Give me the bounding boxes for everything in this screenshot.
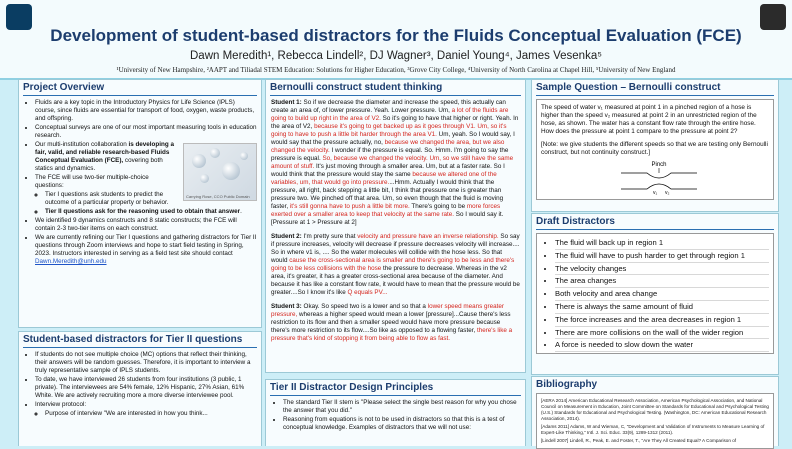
overview-bullet: • Conceptual surveys are one of our most important measuring tools in education research. [35, 124, 257, 140]
draft-heading: Draft Distractors [536, 216, 615, 227]
draft-distractors-panel [531, 213, 779, 375]
aapt-logo [760, 4, 786, 30]
distractor-item: • There is always the same amount of fluid [555, 302, 769, 314]
tier2-panel [18, 331, 262, 446]
tier2-subbullet: ◦ Purpose of interview "We are interested in how you think... [45, 410, 257, 418]
unh-logo [6, 4, 32, 30]
distractor-item: • The area changes [555, 276, 769, 288]
design-bullet: • Reasoning from equations is not to be used in distractors so that this is a test of conceptual knowledge. Examples of distractors that we will not use: [283, 416, 520, 432]
tier2-bullet: • To date, we have interviewed 26 students from four institutions (3 public, 1 private). The interviewees are 54% female, 12% Hispanic, 27% Asian, 61% White. We are actively recruiting more a more diverse interviewee pool. [35, 376, 257, 400]
bubbles-photo [183, 143, 257, 201]
distractor-item: • The force increases and the area decreases in region 1 [555, 315, 769, 327]
student-2-quote: Student 2: I'm pretty sure that velocity and pressure have an inverse relationship. So say if pressure increases, velocity will decrease if pressure decreases velocity will increase.... So in where v1 is, .... So the water molecules will collide with the hose less. So that would cause the cross-sectional area is smaller and there's going to be less and there's going to be less collisions with the hose the pressure to decrease. Whereas in the v2 area, it's greater, it has a greater cross-sectional area because of the diameter. And because it has like a constant flow rate, it would have to mean that the pressure would be greater....So I know it's like Q equals PV... [271, 233, 520, 296]
v1-label: v₁ [653, 190, 658, 195]
bibliography-panel [531, 376, 779, 446]
bib-entry: [AERA 2014] American Educational Research Association, American Psychological Association, and National Council on Measurement in Education, Joint Committee on Standards for Educational and Psychological Testing (U.S.) Standards for Educational and Psychological Testing. (Washington, DC: American Educational Research Association, 2014). [541, 398, 769, 421]
overview-subbullet: ◦ Tier I questions ask students to predict the outcome of a particular property or behavior. [45, 191, 257, 207]
contact-email-link[interactable]: Dawn.Meredith@unh.edu [35, 258, 107, 265]
sample-question-note: [Note: we give students the different speeds so that we are testing only Bernoulli construct, but not continuity construct.] [541, 141, 768, 156]
distractor-item: • There are more collisions on the wall of the wider region [555, 328, 769, 340]
tier2-bullet: • Interview protocol: [35, 401, 257, 409]
design-panel [265, 379, 526, 446]
overview-bullet: • Fluids are a key topic in the Introductory Physics for Life Science (IPLS) course, since fluids are essential for transport of food, oxygen, waste products, and offspring. [35, 99, 257, 123]
poster-authors: Dawn Meredith¹, Rebecca Lindell², DJ Wagner³, Daniel Young⁴, James Vesenka⁵ [190, 50, 602, 62]
overview-bullet: • The FCE will use two-tier multiple-choice questions: [35, 174, 257, 190]
bernoulli-heading: Bernoulli construct student thinking [270, 82, 443, 93]
design-heading: Tier II Distractor Design Principles [270, 382, 434, 393]
hose-diagram [541, 157, 777, 195]
overview-bullet: • We identified 9 dynamics constructs and 8 static constructs; the FCE will contain 2-3 two-tier items on each construct. [35, 217, 257, 233]
distractor-item: • The fluid will have to push harder to get through region 1 [555, 251, 769, 263]
distractor-item: • A force is needed to slow down the water [555, 340, 769, 352]
distractor-item: • Both velocity and area change [555, 289, 769, 301]
sample-question-text: The speed of water v₁ measured at point 1 in a pinched region of a hose is higher than the speed v₂ measured at point 2 in an unrestricted region of the hose, as shown. The water has a constant flow rate through the entire hose. How does the pressure at point 1 compare to the pressure at point 2? [541, 104, 757, 135]
bib-entry: [Lindell 2007] Lindell, R., Peak, E. and Foster, T., "Are They All Created Equal? A Comparison of [541, 438, 737, 443]
distractor-item: • The fluid will back up in region 1 [555, 238, 769, 250]
tier2-heading: Student-based distractors for Tier II questions [23, 334, 243, 345]
v2-label: v₂ [665, 190, 670, 195]
poster-affiliations: ¹University of New Hampshire, ²AAPT and Tiliadal STEM Education: Solutions for Higher Education, ³Grove City College, ⁴University of North Carolina at Chapel Hill, ⁵University of New England [116, 66, 676, 74]
sample-question-panel [531, 79, 779, 212]
design-bullet: • The standard Tier II stem is "Please select the single best reason for why you chose the answer that you did." [283, 399, 520, 415]
sample-heading: Sample Question – Bernoulli construct [536, 82, 721, 93]
overview-heading: Project Overview [23, 82, 105, 93]
distractor-item: • The velocity changes [555, 264, 769, 276]
tier2-bullet: • If students do not see multiple choice (MC) options that reflect their thinking, their answers will be random guesses. Therefore, it is important to interview a truly representative sample of IPLS students. [35, 351, 257, 375]
photo-caption: • Carrying Rose, CCO Public Domain [186, 194, 250, 199]
bib-entry: [Adams 2011] Adams, W and Wieman, C, "Development and Validation of Instruments to Measure Learning of Expert-Like Thinking," Intl. J. Sci. Educ. 33(9), 1289-1312 (2011). [541, 424, 765, 435]
overview-bullet: • We are currently refining our Tier I questions and gathering distractors for Tier II questions through Zoom interviews and hope to start field testing in Spring, 2023. Instructors interested in serving as a field test site should contact Dawn.Meredith@unh.edu [35, 234, 257, 266]
student-3-quote: Student 3: Okay. So speed two is a lower and so that a lower speed means greater pressure, whereas a higher speed would mean a lower [pressure]...Cause there's less restriction to its flow and then a smaller speed would have more pressure because there's more restriction to its flow....So like as opposed to a flowing faster, there's like a pressure that's kind of stopping it from being able to flow as fast. [271, 303, 513, 342]
poster-header [0, 0, 792, 80]
bernoulli-panel [265, 79, 526, 373]
bibliography-heading: Bibliography [536, 379, 598, 390]
student-1-quote: Student 1: So if we decrease the diameter and increase the speed, this actually can create an area of, of lower pressure. Yeah. Lower pressure. Um, a lot of the fluids are going to build up right in the area of V2. So it's going to have that higher or right. Yeah. In the area of V2, because it's going to get backed up as it goes through V1. Um, so it's going to have to push a little bit harder through the area V1. Um, yeah. So I would say, I would say that the pressure actually, no, because we changed the area, but we also changed the velocity. I wonder if the pressure is equal. So. Hmm. I'm going to say the pressure is equal. So, because we changed the velocity. Um, so we still have the same amount of stuff. It's just moving through a smaller area. Um, but at a faster rate. So I would think that the pressure would stay the same because we altered one of the variables, um, that would go into pressure....Hmm. Actually I would think that the pressure, all right, back stepping a little bit, I think that pressure one is greater than pressure two. We pinched off that area. Um, so even though that the fluid is moving faster, it's still gonna have to push a little bit more. There's going to be more forces exerted over a smaller area to keep that velocity at the same rate. So I would say it. [Pressure at 1 > Pressure at 2] [271, 99, 519, 226]
pinch-label: Pinch [651, 162, 667, 168]
overview-panel [18, 79, 262, 328]
overview-subbullet: ◦ Tier II questions ask for the reasoning used to obtain that answer. [45, 208, 257, 216]
overview-bullet: • Carrying Rose, CCO Public Domain Our multi-institution collaboration is developing a fair, valid, and reliable research-based Fluids Conceptual Evaluation (FCE), covering both statics and dynamics. [35, 141, 257, 173]
poster-title: Development of student-based distractors for the Fluids Conceptual Evaluation (FCE) [50, 26, 742, 45]
